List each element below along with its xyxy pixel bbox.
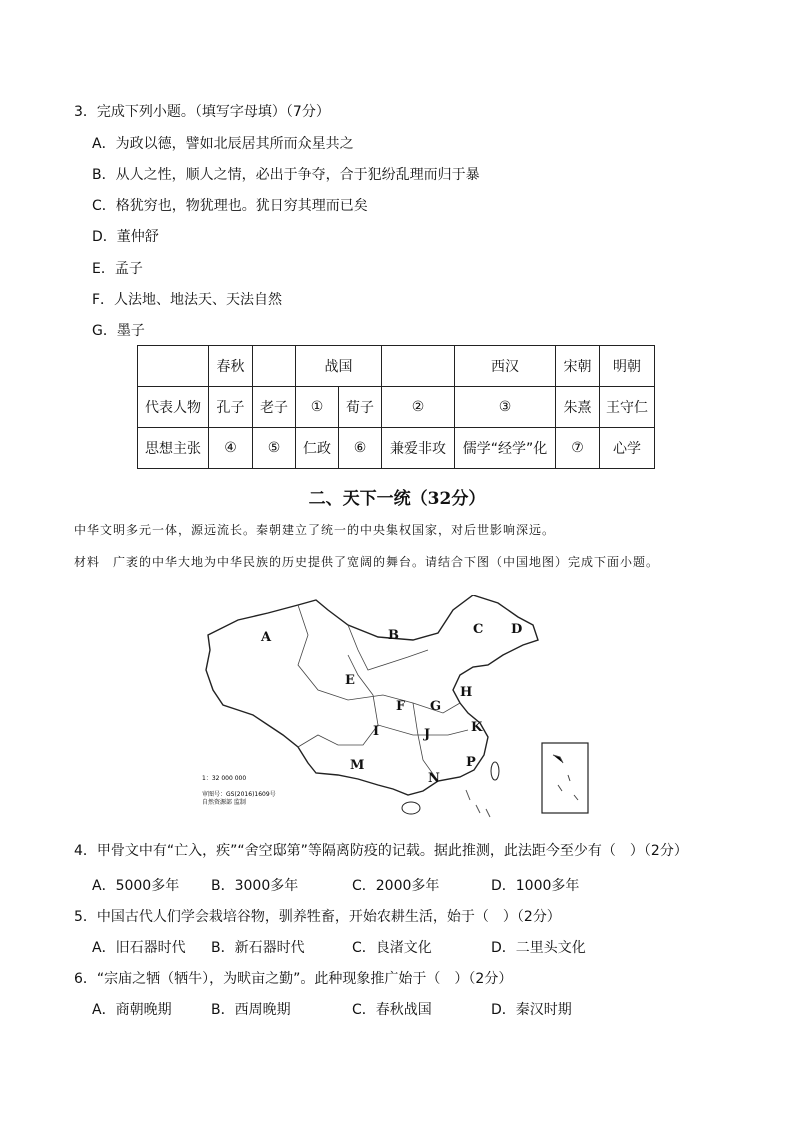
map-label-j: J [424,727,431,742]
table-row [138,346,655,387]
province-border [378,725,468,735]
table-cell: 老子 [253,387,296,428]
map-label-a: A [261,630,272,645]
table-row [138,387,655,428]
map-label-d: D [511,622,523,637]
table-row [138,428,655,469]
province-border [413,703,438,781]
map-label-f: F [396,699,406,714]
map-label-b: B [388,628,399,643]
table-cell: ② [382,387,455,428]
table-cell: ⑤ [253,428,296,469]
province-border [298,605,460,713]
map-caption: 自然资源部 监制 [202,799,246,806]
table-cell: 仁政 [296,428,339,469]
q4-option-b: B．3000多年 [211,878,299,894]
table-cell: ③ [455,387,556,428]
table-cell: 代表人物 [138,387,209,428]
table-cell [382,346,455,387]
section-intro: 中华文明多元一体，源远流长。秦朝建立了统一的中央集权国家，对后世影响深远。 [74,523,556,537]
q3-option-e: E．孟子 [92,261,143,277]
map-caption: 审图号：GS(2016)1609号 [202,791,276,798]
q3-option-f: F．人法地、地法天、天法自然 [92,292,283,308]
q5-option-d: D．二里头文化 [491,940,586,956]
q5-option-a: A．旧石器时代 [92,940,186,956]
map-label-i: I [373,724,380,739]
map-label-h: H [460,685,473,700]
table-cell: ① [296,387,339,428]
table-cell: 思想主张 [138,428,209,469]
table-cell: 兼爱非攻 [382,428,455,469]
q4-option-c: C．2000多年 [352,878,440,894]
q3-option-g: G．墨子 [92,323,145,339]
q5-option-b: B．新石器时代 [211,940,305,956]
south-sea-inset [542,743,588,813]
q3-option-d: D．董仲舒 [92,229,159,245]
q5-stem: 5．中国古代人们学会栽培谷物，驯养牲畜，开始农耕生活，始于（ ）（2分） [74,909,561,925]
q6-option-a: A．商朝晚期 [92,1002,172,1018]
table-cell: 宋朝 [556,346,600,387]
q4-option-a: A．5000多年 [92,878,180,894]
table-cell [253,346,296,387]
table-cell: 王守仁 [600,387,655,428]
section-title: 二、天下一统（32分） [308,489,486,509]
map-label-p: P [466,755,476,770]
q6-option-b: B．西周晚期 [211,1002,291,1018]
province-border [298,695,378,747]
table-cell: 朱熹 [556,387,600,428]
nine-dash-line [466,790,490,817]
hainan-island [402,802,420,814]
table-cell [138,346,209,387]
map-label-m: M [350,758,365,773]
q4-stem: 4．甲骨文中有“亡入，疾”“舍空邸第”等隔离防疫的记载。据此推测，此法距今至少有（ ）（2分） [74,843,688,859]
taiwan-island [491,762,499,780]
china-map [198,595,598,820]
table-cell: 西汉 [455,346,556,387]
china-outline [206,595,538,795]
q6-stem: 6．“宗庙之牺（牺牛），为畎亩之勤”。此种现象推广始于（ ）（2分） [74,971,513,987]
material-text: 材料 广袤的中华大地为中华民族的历史提供了宽阔的舞台。请结合下图（中国地图）完成下面小题。 [74,555,660,569]
map-label-c: C [473,622,484,637]
q3-option-c: C．格犹穷也，物犹理也。犹日穷其理而已矣 [92,198,368,214]
table-cell: 战国 [296,346,382,387]
q6-option-d: D．秦汉时期 [491,1002,572,1018]
map-label-g: G [430,699,442,714]
map-label-n: N [428,771,440,786]
map-scale: 1：32 000 000 [202,775,247,782]
q3-table [137,345,655,469]
table-cell: ⑦ [556,428,600,469]
q3-stem: 3．完成下列小题。（填写字母填）（7分） [74,104,330,120]
table-cell: 孔子 [209,387,253,428]
table-cell: ⑥ [339,428,382,469]
q5-option-c: C．良渚文化 [352,940,432,956]
map-label-e: E [345,673,355,688]
table-cell: 明朝 [600,346,655,387]
table-cell: 儒学“经学”化 [455,428,556,469]
q3-option-a: A．为政以德，譬如北辰居其所而众星共之 [92,136,354,152]
map-label-k: K [471,720,483,735]
table-cell: ④ [209,428,253,469]
table-cell: 春秋 [209,346,253,387]
q6-option-c: C．春秋战国 [352,1002,432,1018]
table-cell: 心学 [600,428,655,469]
q4-option-d: D．1000多年 [491,878,580,894]
q3-option-b: B．从人之性，顺人之情，必出于争夺，合于犯纷乱理而归于暴 [92,167,480,183]
table-cell: 荀子 [339,387,382,428]
